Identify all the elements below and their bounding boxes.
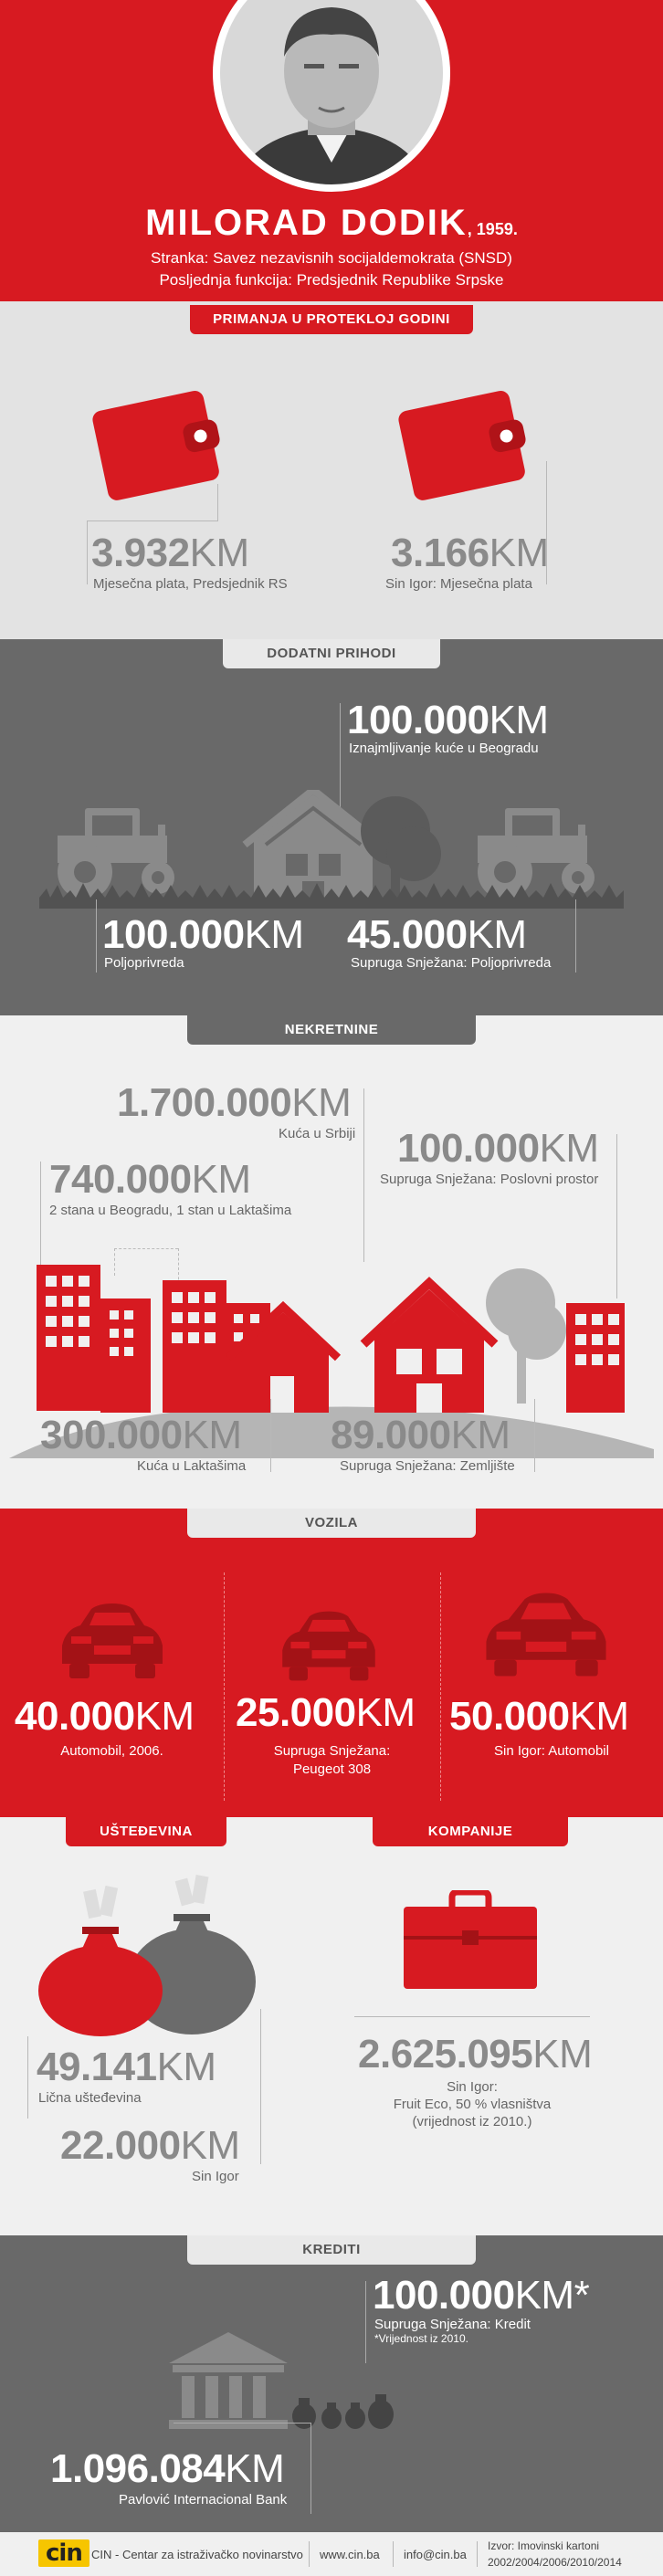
companies-label-3: (vrijednost iz 2010.) xyxy=(412,2114,532,2129)
additional-income-section xyxy=(0,639,663,1015)
credit-amount-2: 1.096.084KM xyxy=(50,2446,285,2491)
additional-amount-1: 100.000KM xyxy=(347,698,549,742)
property-amount-4: 300.000KM xyxy=(40,1413,242,1457)
vehicle-amount-2: 25.000KM xyxy=(236,1690,416,1735)
property-label-1: Kuća u Srbiji xyxy=(279,1126,356,1141)
footer xyxy=(0,2532,663,2576)
property-amount-3: 740.000KM xyxy=(49,1157,251,1202)
position-text: Posljednja funkcija: Predsjednik Republike Srpske xyxy=(159,271,504,289)
additional-label-3: Supruga Snježana: Poljoprivreda xyxy=(351,955,552,971)
header-section xyxy=(0,0,663,301)
farm-illustration xyxy=(39,790,624,909)
footer-source-1: Izvor: Imovinski kartoni xyxy=(488,2539,600,2552)
person-name-row xyxy=(0,203,663,244)
portrait-photo xyxy=(213,0,450,192)
party-text: Stranka: Savez nezavisnih socijaldemokrata (SNSD) xyxy=(151,249,512,267)
income-amount-1: 3.932KM xyxy=(91,531,249,575)
savings-amount-1: 49.141KM xyxy=(37,2045,216,2089)
additional-amount-2: 100.000KM xyxy=(102,912,304,957)
property-label-5: Supruga Snježana: Zemljište xyxy=(340,1458,515,1474)
car-icon-3 xyxy=(478,1589,615,1680)
bank-icon xyxy=(160,2327,489,2436)
wallet-icon xyxy=(82,374,228,511)
income-amount-2: 3.166KM xyxy=(391,531,549,575)
income-section xyxy=(0,301,663,639)
additional-title: DODATNI PRIHODI xyxy=(223,639,440,668)
footer-email-link[interactable]: info@cin.ba xyxy=(404,2548,467,2561)
vehicle-label-2: Supruga Snježana: xyxy=(273,1743,391,1759)
car-icon-1 xyxy=(53,1600,172,1682)
income-label-1: Mjesečna plata, Predsjednik RS xyxy=(93,576,288,592)
briefcase-icon xyxy=(402,1890,539,1991)
birth-year: , 1959. xyxy=(467,220,518,238)
property-label-3: 2 stana u Beogradu, 1 stan u Laktašima xyxy=(49,1203,292,1218)
savings-label-2: Sin Igor xyxy=(192,2169,239,2184)
cin-logo: cin xyxy=(38,2539,89,2567)
credits-section xyxy=(0,2235,663,2532)
wallet-icon-2 xyxy=(388,374,534,511)
credit-note: *Vrijednost iz 2010. xyxy=(374,2332,468,2345)
income-title: PRIMANJA U PROTEKLOJ GODINI xyxy=(190,305,473,334)
vehicle-amount-3: 50.000KM xyxy=(449,1694,629,1739)
additional-label-2: Poljoprivreda xyxy=(104,955,184,971)
credit-label-2: Pavlović Internacional Bank xyxy=(119,2492,288,2508)
savings-companies-section xyxy=(0,1817,663,2235)
vehicles-section xyxy=(0,1509,663,1817)
property-section xyxy=(0,1015,663,1509)
savings-label-1: Lična ušteđevina xyxy=(38,2090,142,2106)
footer-org: CIN - Centar za istraživačko novinarstvo xyxy=(91,2548,303,2561)
footer-source-2: 2002/2004/2006/2010/2014 xyxy=(488,2556,622,2569)
property-amount-2: 100.000KM xyxy=(397,1126,599,1171)
vehicles-title: VOZILA xyxy=(187,1509,476,1538)
savings-title: UŠTEĐEVINA xyxy=(66,1817,226,1846)
credit-amount-1: 100.000KM* xyxy=(373,2273,590,2318)
footer-website-link[interactable]: www.cin.ba xyxy=(320,2548,380,2561)
companies-label-2: Fruit Eco, 50 % vlasništva xyxy=(393,2097,552,2112)
credits-title: KREDITI xyxy=(187,2235,476,2265)
additional-label-1: Iznajmljivanje kuće u Beogradu xyxy=(349,741,539,756)
income-label-2: Sin Igor: Mjesečna plata xyxy=(385,576,532,592)
companies-label-1: Sin Igor: xyxy=(447,2079,498,2095)
companies-title: KOMPANIJE xyxy=(373,1817,568,1846)
credit-label-1: Supruga Snježana: Kredit xyxy=(374,2317,531,2332)
portrait-icon xyxy=(220,0,443,184)
money-bags-icon xyxy=(37,1863,274,2036)
property-label-4: Kuća u Laktašima xyxy=(137,1458,247,1474)
property-label-2: Supruga Snježana: Poslovni prostor xyxy=(380,1172,599,1187)
additional-amount-3: 45.000KM xyxy=(347,912,527,957)
vehicle-amount-1: 40.000KM xyxy=(15,1694,195,1739)
property-title: NEKRETNINE xyxy=(187,1015,476,1045)
companies-amount: 2.625.095KM xyxy=(358,2032,593,2077)
vehicle-label-2b: Peugeot 308 xyxy=(292,1761,372,1777)
savings-amount-2: 22.000KM xyxy=(60,2123,240,2168)
person-name: MILORAD DODIK xyxy=(145,203,468,243)
car-icon-2 xyxy=(274,1607,384,1685)
vehicle-label-1: Automobil, 2006. xyxy=(60,1743,163,1759)
property-amount-1: 1.700.000KM xyxy=(117,1080,352,1125)
vehicle-label-3: Sin Igor: Automobil xyxy=(494,1743,609,1759)
property-amount-5: 89.000KM xyxy=(331,1413,510,1457)
